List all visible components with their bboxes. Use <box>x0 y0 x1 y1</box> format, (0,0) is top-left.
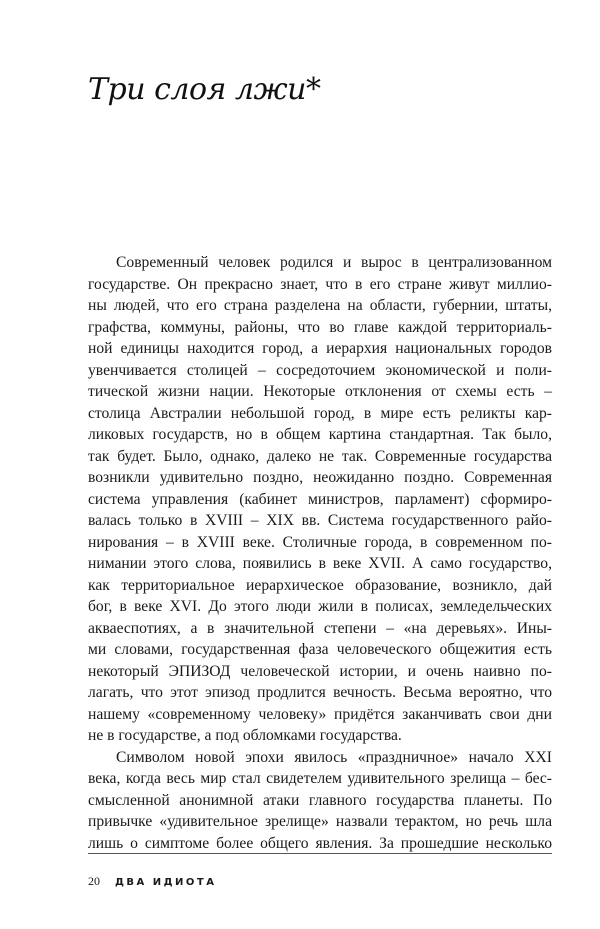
text-line: как территориальное иерархическое образование, возникло, дай <box>88 576 552 594</box>
text-line: ной единицы находится город, а иерархия национальных городов <box>88 340 552 357</box>
text-line: лагать, что этот эпизод продлится вечность. Весьма вероятно, что <box>88 684 552 701</box>
text-line: ны людей, что его страна разделена на области, губернии, штаты, <box>88 297 552 314</box>
text-line: привычке «удивительное зрелище» назвали терактом, но речь шла <box>88 813 552 830</box>
text-line: бог, в веке XVI. До этого люди жили в полисах, земледельческих <box>88 598 552 615</box>
text-line: лишь о симптоме более общего явления. За прошедшие несколько <box>88 834 552 852</box>
running-head: ДВА ИДИОТА <box>115 877 217 888</box>
text-line: нашему «современному человеку» придётся заканчивать свои дни <box>88 705 552 723</box>
text-line: тической жизни нации. Некоторые отклонения от схемы есть – <box>88 383 552 400</box>
text-line: ликовых государств, но в общем картина стандартная. Так было, <box>88 426 552 443</box>
text-line: система управления (кабинет министров, парламент) сформиро- <box>88 490 552 508</box>
text-line: акваеспотиях, а в значительной степени – «на деревьях». Ины- <box>88 619 552 637</box>
text-line: валась только в XVIII – XIX вв. Система государственного райо- <box>88 512 552 529</box>
body-text <box>88 252 552 854</box>
chapter-title: Три слоя лжи* <box>88 72 321 107</box>
page-footer <box>88 874 216 890</box>
paragraph-1 <box>88 252 552 747</box>
text-line: века, когда весь мир стал свидетелем удивительного зрелища – бес- <box>88 770 552 787</box>
paragraph-2 <box>88 747 552 855</box>
text-line: смысленной анонимной атаки главного государства планеты. По <box>88 791 552 809</box>
text-line: Символом новой эпохи явилось «праздничное» начало XXI <box>116 748 552 766</box>
text-line: так будет. Было, однако, далеко не так. Современные государства <box>88 447 552 465</box>
text-line: Современный человек родился и вырос в централизованном <box>116 254 552 271</box>
text-line: некоторый ЭПИЗОД человеческой истории, и очень наивно по- <box>88 662 552 680</box>
text-line: ми словами, государственная фаза человеческого общежития есть <box>88 641 552 658</box>
text-line: государстве. Он прекрасно знает, что в его стране живут миллио- <box>88 275 552 293</box>
footer-divider <box>88 853 552 854</box>
text-line: нирования – в XVIII веке. Столичные города, в современном по- <box>88 533 552 551</box>
text-line: графства, коммуны, районы, что во главе каждой территориаль- <box>88 318 552 336</box>
text-line: увенчивается столицей – сосредоточием экономической и поли- <box>88 361 552 379</box>
text-line: не в государстве, а под обломками государства. <box>88 727 402 744</box>
text-line: возникли удивительно поздно, неожиданно поздно. Современная <box>88 469 552 486</box>
text-line: столица Австралии небольшой город, в мире есть реликты кар- <box>88 404 552 422</box>
text-line: нимании этого слова, появились в веке XVII. А само государство, <box>88 555 552 572</box>
page-number: 20 <box>88 874 100 888</box>
